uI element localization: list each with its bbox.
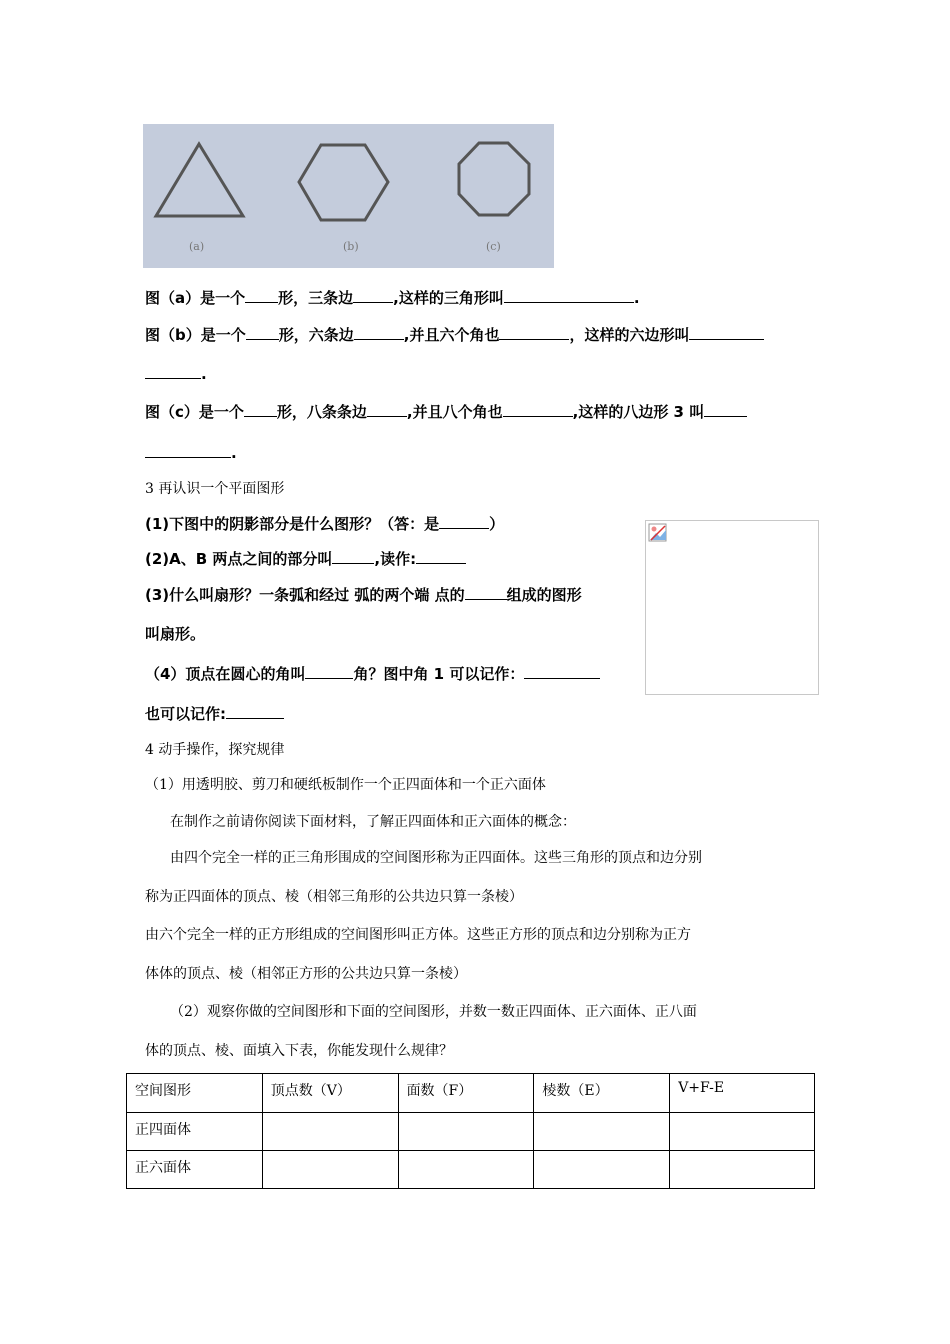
blank[interactable]: [353, 288, 393, 303]
table-header-cell: 面数（F）: [398, 1074, 534, 1113]
question-figure-b-continued: .: [145, 364, 207, 383]
blank[interactable]: [367, 402, 407, 417]
polygons-figure: [143, 124, 554, 268]
tetrahedron-definition: 由四个完全一样的正三角形围成的空间图形称为正四面体。这些三角形的顶点和边分别: [170, 850, 702, 866]
blank[interactable]: [145, 443, 231, 458]
tetrahedron-definition-continued: 称为正四面体的顶点、棱（相邻三角形的公共边只算一条棱）: [145, 889, 523, 905]
question-figure-a: 图（a）是一个 形，三条边 ,这样的三角形叫 .: [145, 289, 640, 307]
blank[interactable]: [245, 288, 278, 303]
blank[interactable]: [499, 325, 569, 340]
blank[interactable]: [504, 288, 634, 303]
figure-label-c: (c): [486, 240, 501, 253]
cube-definition-continued: 体体的顶点、棱（相邻正方形的公共边只算一条棱）: [145, 966, 467, 982]
table-header-cell: 棱数（E）: [534, 1074, 670, 1113]
hexagon-shape: [299, 145, 388, 220]
question-figure-c-continued: .: [145, 443, 237, 462]
intro-text: 在制作之前请你阅读下面材料，了解正四面体和正六面体的概念：: [170, 814, 576, 830]
table-row: [127, 1113, 815, 1151]
question-3-4-continued: 也可以记作:: [145, 703, 284, 724]
blank[interactable]: [246, 325, 279, 340]
table-cell[interactable]: [670, 1113, 815, 1151]
table-header-row: [127, 1074, 815, 1113]
step-2-continued: 体的顶点、棱、面填入下表，你能发现什么规律？: [145, 1043, 453, 1059]
question-3-3-continued: 叫扇形。: [145, 625, 206, 643]
step-1: （1）用透明胶、剪刀和硬纸板制作一个正四面体和一个正六面体: [145, 777, 546, 793]
table-row: [127, 1151, 815, 1189]
table-cell[interactable]: [534, 1151, 670, 1189]
broken-image-icon: [648, 523, 668, 543]
table-cell[interactable]: [670, 1151, 815, 1189]
table-cell: 正六面体: [127, 1151, 263, 1189]
blank[interactable]: [689, 325, 764, 340]
table-cell[interactable]: [398, 1113, 534, 1151]
blank[interactable]: [305, 664, 353, 679]
question-3-4: （4）顶点在圆心的角叫 角？图中角 1 可以记作：: [145, 663, 600, 684]
triangle-shape: [156, 144, 243, 216]
blank[interactable]: [332, 549, 374, 564]
blank[interactable]: [416, 549, 466, 564]
table-cell[interactable]: [534, 1113, 670, 1151]
figure-label-b: (b): [343, 240, 359, 253]
blank[interactable]: [503, 402, 573, 417]
table-header-cell: 空间图形: [127, 1074, 263, 1113]
question-figure-b: 图（b）是一个 形，六条边 ,并且六个角也 ，这样的六边形叫: [145, 324, 764, 345]
table-cell[interactable]: [262, 1151, 398, 1189]
table-cell[interactable]: [262, 1113, 398, 1151]
blank[interactable]: [244, 402, 277, 417]
table-cell: 正四面体: [127, 1113, 263, 1151]
question-3-2: (2)A、B 两点之间的部分叫 ,读作:: [145, 548, 466, 569]
question-3-1: (1)下图中的阴影部分是什么图形？（答：是 ）: [145, 515, 505, 533]
blank[interactable]: [465, 585, 507, 600]
table-cell[interactable]: [398, 1151, 534, 1189]
table-header-cell: V+F-E: [670, 1074, 815, 1113]
blank[interactable]: [226, 704, 284, 719]
figure-label-a: (a): [189, 240, 205, 253]
octagon-shape: [459, 143, 529, 215]
step-2: （2）观察你做的空间图形和下面的空间图形，并数一数正四面体、正六面体、正八面: [170, 1004, 697, 1020]
blank[interactable]: [145, 364, 201, 379]
solids-table: [126, 1073, 815, 1189]
blank[interactable]: [524, 664, 600, 679]
section-4-title: 4 动手操作，探究规律: [145, 742, 285, 758]
table-header-cell: 顶点数（V）: [262, 1074, 398, 1113]
question-3-3: (3)什么叫扇形？一条弧和经过 弧的两个端 点的 组成的图形: [145, 586, 582, 604]
blank[interactable]: [354, 325, 404, 340]
blank[interactable]: [439, 514, 489, 529]
question-figure-c: 图（c）是一个 形，八条条边 ,并且八个角也 ,这样的八边形 3 叫: [145, 401, 747, 422]
blank[interactable]: [704, 402, 747, 417]
sector-figure-image: [645, 520, 819, 695]
cube-definition: 由六个完全一样的正方形组成的空间图形叫正方体。这些正方形的顶点和边分别称为正方: [145, 927, 691, 943]
section-3-title: 3 再认识一个平面图形: [145, 481, 285, 497]
